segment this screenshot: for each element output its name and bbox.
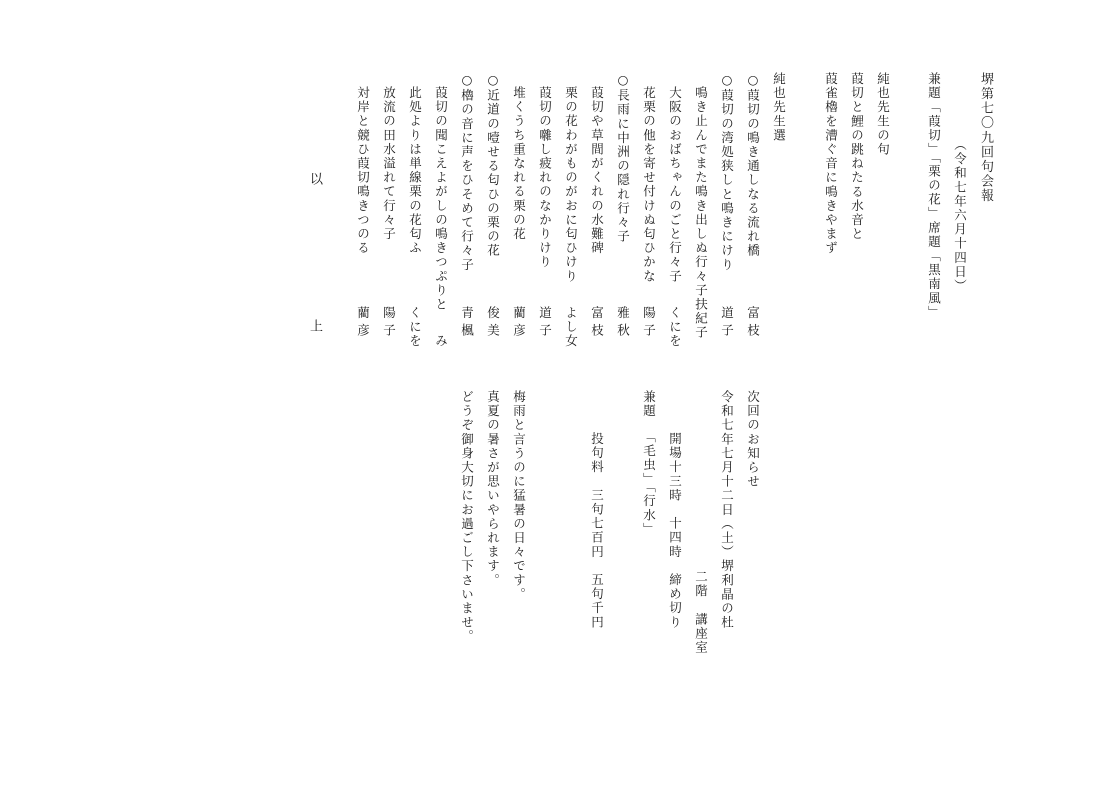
haiku-author: 青楓 bbox=[459, 306, 475, 341]
notice-message: 梅雨と言うのに猛暑の日々です。 bbox=[511, 390, 527, 602]
notice-message: 真夏の暑さが思いやられます。 bbox=[485, 390, 501, 588]
haiku-author: 道子 bbox=[537, 306, 553, 341]
report-topics: 兼題「葭切」「栗の花」席題「黒南風」 bbox=[926, 72, 942, 320]
haiku-text: 葭切の囃し疲れのなかりけり bbox=[537, 86, 553, 270]
haiku-author: 陽子 bbox=[641, 306, 657, 341]
haiku-text: 鳴き止んでまた鳴き出しぬ行々子扶紀子 bbox=[693, 86, 709, 340]
haiku-author: 藺彦 bbox=[355, 306, 371, 341]
notice-topics-label: 兼題 bbox=[641, 390, 657, 419]
haiku-author: 藺彦 bbox=[511, 306, 527, 341]
haiku-author: 富枝 bbox=[589, 306, 605, 341]
notice-topics: 「毛虫」「行水」 bbox=[641, 430, 657, 537]
notice-heading: 次回のお知らせ bbox=[745, 390, 761, 489]
notice-date-venue: 令和七年七月十二日（土）堺利晶の杜 bbox=[719, 390, 735, 630]
haiku-text: 花栗の他を寄せ付けぬ匂ひかな bbox=[641, 86, 657, 284]
haiku-text: 葭切や草間がくれの水難碑 bbox=[589, 86, 605, 256]
haiku-text: ○葭切の湾処狭しと鳴きにけり bbox=[719, 72, 735, 272]
haiku-author: 陽子 bbox=[381, 306, 397, 341]
teacher-haiku: 葭雀櫓を漕ぐ音に鳴きやまず bbox=[823, 72, 839, 256]
report-date: （令和七年六月十四日） bbox=[952, 138, 968, 294]
notice-message: どうぞ御身大切にお過ごし下さいませ。 bbox=[459, 390, 475, 644]
haiku-author: くにを bbox=[407, 306, 423, 349]
haiku-text: 葭切の聞こえよがしの鳴きつぷりと bbox=[433, 86, 449, 312]
haiku-text: 対岸と競ひ葭切鳴きつのる bbox=[355, 86, 371, 256]
notice-times: 開場十三時 十四時 締め切り bbox=[667, 432, 683, 630]
haiku-text: 堆くうち重なれる栗の花 bbox=[511, 86, 527, 242]
haiku-text: 此処よりは単線栗の花匂ふ bbox=[407, 86, 423, 256]
notice-fee: 投句料 三句七百円 五句千円 bbox=[589, 432, 605, 630]
haiku-text: ○長雨に中洲の隠れ行々子 bbox=[615, 72, 631, 244]
haiku-text: ○葭切の鳴き通しなる流れ橋 bbox=[745, 72, 761, 258]
notice-room: 二階 講座室 bbox=[693, 570, 709, 655]
selection-heading: 純也先生選 bbox=[771, 72, 787, 143]
haiku-author: 雅秋 bbox=[615, 306, 631, 341]
report-title: 堺第七〇九回句会報 bbox=[978, 72, 993, 204]
haiku-text: ○櫓の音に声をひそめて行々子 bbox=[459, 72, 475, 272]
haiku-text: 栗の花わがものがおに匂ひけり bbox=[563, 86, 579, 284]
haiku-text: 放流の田水溢れて行々子 bbox=[381, 86, 397, 242]
haiku-author: よし女 bbox=[563, 306, 579, 349]
haiku-text: ○近道の噎せる匂ひの栗の花 bbox=[485, 72, 501, 258]
haiku-author: 道子 bbox=[719, 306, 735, 341]
haiku-author: 俊美 bbox=[485, 306, 501, 341]
teacher-haiku: 葭切と鯉の跳ねたる水音と bbox=[849, 72, 865, 242]
haiku-author: くにを bbox=[667, 306, 683, 349]
haiku-author: 富枝 bbox=[745, 306, 761, 341]
teacher-heading: 純也先生の句 bbox=[875, 72, 891, 157]
haiku-text: 大阪のおばちゃんのごと行々子 bbox=[667, 86, 683, 284]
closing-mark: 以上 bbox=[307, 172, 322, 466]
haiku-author: み bbox=[433, 334, 449, 352]
